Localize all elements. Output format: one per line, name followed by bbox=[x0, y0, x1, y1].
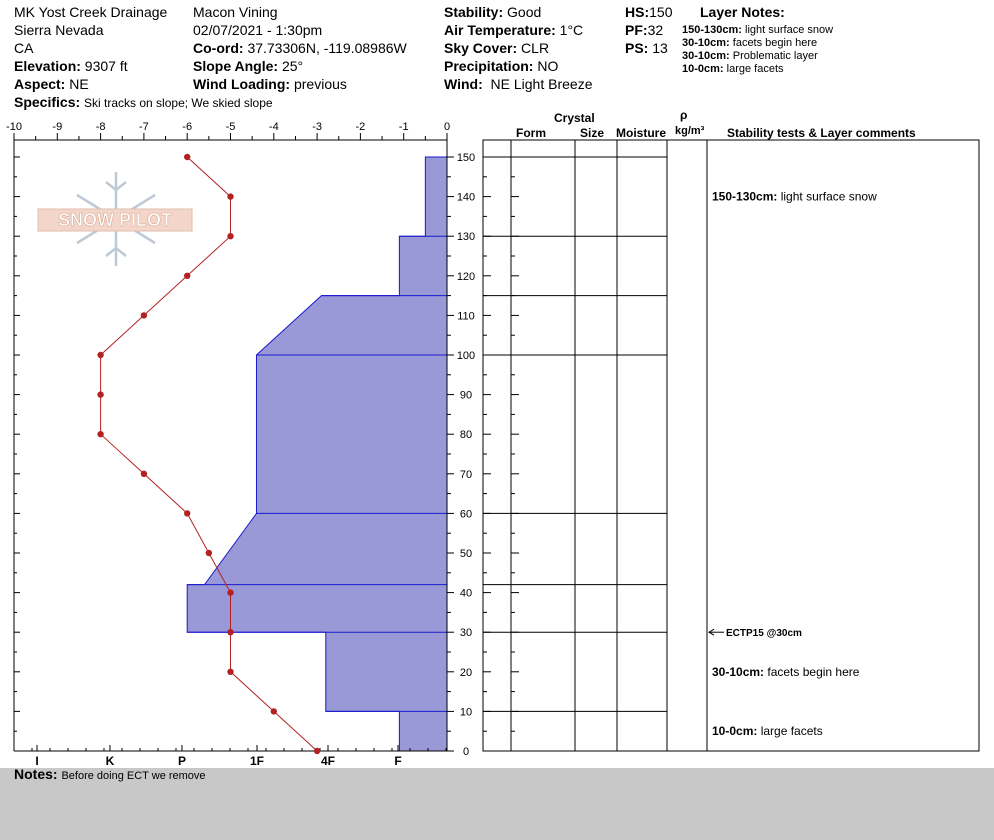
hardness-tick-label: 4F bbox=[320, 754, 336, 768]
rho-header: ρ bbox=[680, 108, 688, 122]
precip-label: Precipitation: bbox=[444, 58, 534, 74]
layer-table-border bbox=[483, 140, 979, 751]
stability-value: Good bbox=[507, 4, 542, 20]
ps-value: 13 bbox=[652, 40, 668, 56]
depth-tick-label: 30 bbox=[459, 627, 473, 640]
layer-note-text: large facets bbox=[726, 63, 784, 75]
moisture-header: Moisture bbox=[616, 126, 667, 140]
temperature-point bbox=[141, 312, 147, 318]
comment-body: light surface snow bbox=[780, 189, 877, 204]
depth-tick-label: 90 bbox=[459, 389, 473, 402]
layer-note-range: 30-10cm: bbox=[682, 50, 730, 62]
layer-note-range: 10-0cm: bbox=[682, 63, 724, 75]
temperature-tick-label: -8 bbox=[95, 121, 106, 133]
layer-notes-title: Layer Notes: bbox=[700, 4, 785, 20]
depth-tick-label: 150 bbox=[456, 152, 476, 164]
temperature-tick-label: -1 bbox=[398, 121, 409, 133]
comment-text bbox=[712, 724, 823, 738]
hs-label: HS: bbox=[625, 4, 650, 20]
notes-label: Notes: bbox=[14, 766, 58, 782]
hardness-axis bbox=[14, 745, 446, 768]
temperature-point bbox=[184, 273, 190, 279]
density-unit-header: kg/m³ bbox=[675, 125, 705, 137]
depth-tick-label: 0 bbox=[462, 746, 470, 758]
depth-tick-label: 20 bbox=[459, 666, 473, 679]
datetime: 02/07/2021 - 1:30pm bbox=[193, 22, 323, 38]
location: MK Yost Creek Drainage bbox=[14, 4, 168, 20]
temperature-tick-label: -10 bbox=[6, 121, 22, 133]
hardness-tick-label: P bbox=[177, 754, 187, 768]
snowpilot-logo bbox=[38, 172, 192, 266]
wind-label: Wind: bbox=[444, 76, 483, 92]
pf-label: PF: bbox=[625, 22, 648, 38]
size-header: Size bbox=[580, 126, 605, 140]
sky-label: Sky Cover: bbox=[444, 40, 518, 56]
aspect-label: Aspect: bbox=[14, 76, 66, 92]
wind-value: NE Light Breeze bbox=[490, 76, 593, 92]
coord-value: 37.73306N, -119.08986W bbox=[247, 40, 407, 56]
depth-tick-label: 10 bbox=[459, 706, 473, 719]
temperature-tick-label: -9 bbox=[52, 121, 63, 133]
temperature-point bbox=[184, 510, 190, 516]
layer-comments bbox=[709, 190, 877, 739]
stability-label: Stability: bbox=[444, 4, 504, 20]
temperature-point bbox=[97, 391, 103, 397]
hardness-tick-label: F bbox=[394, 754, 402, 768]
comments-header: Stability tests & Layer comments bbox=[727, 126, 916, 140]
slope-label: Slope Angle: bbox=[193, 58, 279, 74]
temperature-point bbox=[97, 431, 103, 437]
temperature-tick-label: -3 bbox=[312, 121, 322, 133]
temperature-tick-label: -7 bbox=[139, 121, 149, 133]
comment-range: 30-10cm: bbox=[712, 664, 768, 679]
temperature-tick-label: -2 bbox=[355, 121, 366, 133]
aspect-value: NE bbox=[69, 76, 89, 92]
precip-value: NO bbox=[537, 58, 559, 74]
temperature-point bbox=[271, 708, 277, 714]
mountain-range: Sierra Nevada bbox=[14, 22, 104, 38]
temperature-point bbox=[97, 352, 103, 358]
comment-body: large facets bbox=[760, 724, 823, 739]
observer: Macon Vining bbox=[193, 4, 278, 20]
temperature-point bbox=[227, 193, 233, 199]
hardness-tick-label: I bbox=[35, 754, 39, 768]
table-depth-ticks bbox=[483, 157, 519, 751]
temperature-tick-label: 0 bbox=[443, 121, 451, 133]
hardness-area bbox=[187, 157, 447, 751]
notes-text: Before doing ECT we remove bbox=[61, 770, 206, 782]
temperature-tick-label: -5 bbox=[225, 121, 236, 133]
depth-tick-label: 130 bbox=[456, 231, 476, 244]
comment-body: facets begin here bbox=[767, 664, 860, 679]
comment-text bbox=[712, 665, 860, 679]
temperature-point bbox=[206, 550, 212, 556]
comment-range: 150-130cm: bbox=[712, 189, 781, 204]
ps-label: PS: bbox=[625, 40, 649, 56]
layer-note-text: Problematic layer bbox=[732, 50, 818, 62]
depth-tick-label: 50 bbox=[459, 548, 473, 560]
form-header: Form bbox=[516, 126, 546, 140]
elevation-label: Elevation: bbox=[14, 58, 81, 74]
crystal-header: Crystal bbox=[554, 111, 595, 125]
temperature-point bbox=[184, 154, 190, 160]
wind-loading-label: Wind Loading: bbox=[193, 76, 291, 92]
layer-note-range: 30-10cm: bbox=[682, 37, 730, 49]
layer-note-text: light surface snow bbox=[745, 24, 834, 36]
air-temp-label: Air Temperature: bbox=[444, 22, 556, 38]
depth-tick-label: 80 bbox=[459, 429, 473, 442]
comment-range: 10-0cm: bbox=[712, 724, 761, 739]
slope-value: 25° bbox=[281, 58, 304, 74]
hardness-profile bbox=[187, 157, 447, 751]
depth-tick-label: 40 bbox=[459, 587, 473, 600]
pf-value: 32 bbox=[647, 22, 664, 38]
temperature-point bbox=[227, 629, 233, 635]
specifics-label: Specifics: bbox=[14, 94, 81, 110]
temperature-point bbox=[227, 233, 233, 239]
depth-tick-label: 110 bbox=[457, 310, 475, 323]
depth-tick-label: 140 bbox=[456, 191, 476, 204]
comment-text: ECTP15 @30cm bbox=[726, 628, 802, 640]
hs-value: 150 bbox=[649, 4, 673, 20]
depth-tick-label: 70 bbox=[459, 468, 473, 481]
sky-value: CLR bbox=[521, 40, 550, 56]
temperature-point bbox=[141, 471, 147, 477]
air-temp-value: 1°C bbox=[559, 22, 584, 38]
specifics-value: Ski tracks on slope; We skied slope bbox=[84, 96, 273, 110]
temperature-tick-label: -6 bbox=[182, 121, 193, 133]
comment-text bbox=[712, 190, 877, 204]
depth-tick-label: 120 bbox=[456, 270, 476, 283]
temperature-axis bbox=[6, 121, 450, 140]
temperature-point bbox=[314, 748, 320, 754]
hardness-tick-label: 1F bbox=[249, 754, 265, 768]
logo-text: SNOW PILOT bbox=[58, 210, 172, 230]
coord-label: Co-ord: bbox=[193, 40, 244, 56]
temperature-point bbox=[227, 589, 233, 595]
elevation-value: 9307 ft bbox=[84, 58, 128, 74]
depth-tick-label: 60 bbox=[459, 508, 473, 521]
temperature-point bbox=[227, 669, 233, 675]
state: CA bbox=[14, 40, 34, 56]
wind-loading-value: previous bbox=[293, 76, 347, 92]
layer-note-text: facets begin here bbox=[732, 37, 818, 49]
layer-note-range: 150-130cm: bbox=[682, 24, 742, 36]
temperature-tick-label: -4 bbox=[268, 121, 279, 133]
notes-row bbox=[14, 766, 206, 785]
hardness-tick-label: K bbox=[105, 754, 115, 768]
depth-tick-label: 100 bbox=[456, 350, 476, 362]
